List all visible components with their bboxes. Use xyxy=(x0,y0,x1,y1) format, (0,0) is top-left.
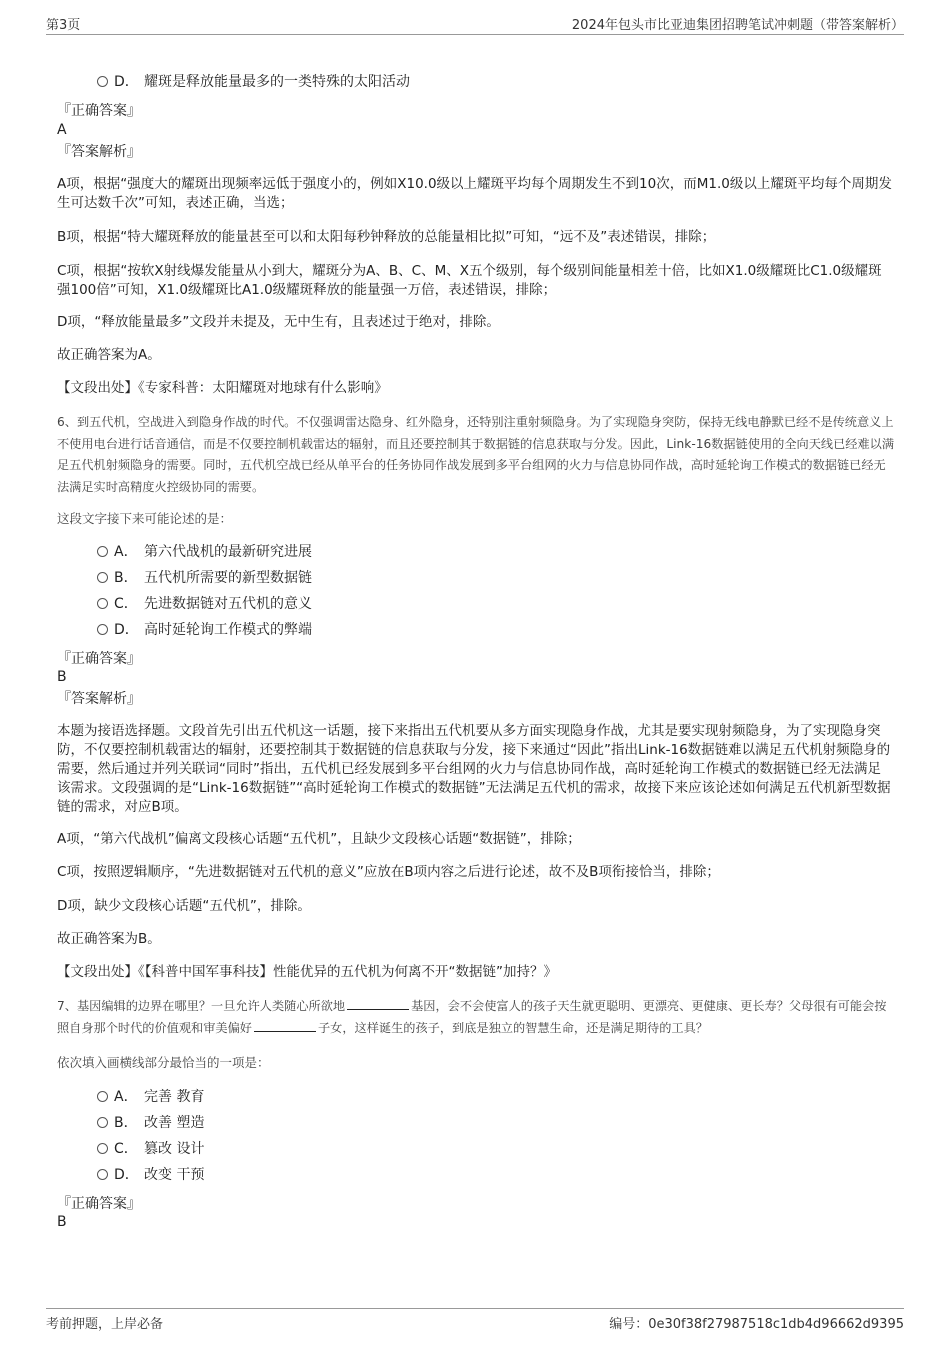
q7-answer: B xyxy=(57,1214,67,1230)
radio-icon[interactable] xyxy=(97,546,108,557)
q6-prompt: 这段文字接下来可能论述的是： xyxy=(57,511,233,526)
q6-option-a[interactable]: A． 第六代战机的最新研究进展 xyxy=(97,542,312,562)
radio-icon[interactable] xyxy=(97,624,108,635)
footer-slogan: 考前押题，上岸必备 xyxy=(46,1317,164,1332)
q5-conclusion: 故正确答案为A。 xyxy=(57,347,161,363)
q6-analysis-d: D项，缺少文段核心话题“五代机”，排除。 xyxy=(57,898,311,914)
radio-icon[interactable] xyxy=(97,1143,108,1154)
q5-analysis-b: B项，根据“特大耀斑释放的能量甚至可以和太阳每秒钟释放的总能量相比拟”可知，“远不及”表述错误，排除； xyxy=(57,229,716,245)
document-code: 编号：0e30f38f27987518c1db4d96662d9395 xyxy=(609,1317,904,1332)
q5-analysis-a: A项，根据“强度大的耀斑出现频率远低于强度小的，例如X10.0级以上耀斑平均每个周期发生不到10次，而M1.0级以上耀斑平均每个周期发生可达数千次”可知，表述正确，当选； xyxy=(57,176,892,211)
q6-answer-label: 『正确答案』 xyxy=(57,651,141,667)
q5-answer: A xyxy=(57,122,67,138)
q6-analysis-c: C项，按照逻辑顺序，“先进数据链对五代机的意义”应放在B项内容之后进行论述，故不及B项衔接恰当，排除； xyxy=(57,864,720,880)
q6-option-d[interactable]: D． 高时延轮询工作模式的弊端 xyxy=(97,620,312,640)
q6-analysis-main: 本题为接语选择题。文段首先引出五代机这一话题，接下来指出五代机要从多方面实现隐身作战，尤其是要实现射频隐身，为了实现隐身突防，不仅要控制机载雷达的辐射，还要控制其于数据链的信息获取与分发，接下来通过“因此”指出Link-16数据链难以满足五代机射频隐身的需要，然后通过并列关联词“同时”指出，五代机已经发展到多平台组网的火力与信息协同作战，高时延轮询工作模式的数据链已经无法满足该需求。文段强调的是“Link-16数据链”“高时延轮询工作模式的数据链”无法满足五代机的需求，故接下来应该论述如何满足五代机新型数据链的需求，对应B项。 xyxy=(57,723,891,815)
q6-answer: B xyxy=(57,669,67,685)
radio-icon[interactable] xyxy=(97,598,108,609)
q5-analysis-label: 『答案解析』 xyxy=(57,144,141,160)
radio-icon[interactable] xyxy=(97,572,108,583)
q6-option-c[interactable]: C． 先进数据链对五代机的意义 xyxy=(97,594,312,614)
radio-icon[interactable] xyxy=(97,76,108,87)
blank-1 xyxy=(347,997,409,1010)
radio-icon[interactable] xyxy=(97,1091,108,1102)
q6-question: 6、到五代机，空战进入到隐身作战的时代。不仅强调雷达隐身、红外隐身，还特别注重射频隐身。为了实现隐身突防，保持无线电静默已经不是传统意义上不使用电台进行话音通信，而是不仅要控制机载雷达的辐射，而且还要控制其于数据链的信息获取与分发。因此，Link-16数据链使用的全向天线已经难以满足五代机射频隐身的需要。同时，五代机空战已经从单平台的任务协同作战发展到多平台组网的火力与信息协同作战，高时延轮询工作模式的数据链已经无法满足实时高精度火控级协同的需要。 xyxy=(57,415,895,494)
q6-analysis-a: A项，“第六代战机”偏离文段核心话题“五代机”，且缺少文段核心话题“数据链”，排除； xyxy=(57,831,581,847)
q7-option-c[interactable]: C． 篡改 设计 xyxy=(97,1139,204,1159)
q7-option-d[interactable]: D． 改变 干预 xyxy=(97,1165,204,1185)
q5-source: 【文段出处】《专家科普：太阳耀斑对地球有什么影响》 xyxy=(57,380,388,396)
q6-option-b[interactable]: B． 五代机所需要的新型数据链 xyxy=(97,568,312,588)
q5-analysis-c: C项，根据“按软X射线爆发能量从小到大，耀斑分为A、B、C、M、X五个级别，每个级别间能量相差十倍，比如X1.0级耀斑比C1.0级耀斑强100倍”可知，X1.0级耀斑比A1.0级耀斑释放的能量强一万倍，表述错误，排除； xyxy=(57,263,882,298)
q6-analysis-label: 『答案解析』 xyxy=(57,691,141,707)
q7-question: 7、基因编辑的边界在哪里？一旦允许人类随心所欲地 基因，会不会使富人的孩子天生就更聪明、更漂亮、更健康、更长寿？父母很有可能会按照自身那个时代的价值观和审美偏好 子女，这样诞生的孩子，到底是独立的智慧生命，还是满足期待的工具？ xyxy=(57,999,887,1035)
q6-conclusion: 故正确答案为B。 xyxy=(57,931,161,947)
q5-option-d[interactable]: D． 耀斑是释放能量最多的一类特殊的太阳活动 xyxy=(97,72,410,92)
radio-icon[interactable] xyxy=(97,1169,108,1180)
q6-source: 【文段出处】《【科普中国军事科技】性能优异的五代机为何离不开“数据链”加持？》 xyxy=(57,964,557,980)
page-header xyxy=(46,14,904,35)
radio-icon[interactable] xyxy=(97,1117,108,1128)
q7-option-a[interactable]: A． 完善 教育 xyxy=(97,1087,204,1107)
q5-answer-label: 『正确答案』 xyxy=(57,103,141,119)
q5-analysis-d: D项，“释放能量最多”文段并未提及，无中生有，且表述过于绝对，排除。 xyxy=(57,314,500,330)
q7-prompt: 依次填入画横线部分最恰当的一项是： xyxy=(57,1055,270,1070)
q7-option-b[interactable]: B． 改善 塑造 xyxy=(97,1113,204,1133)
blank-2 xyxy=(254,1019,316,1032)
document-title: 2024年包头市比亚迪集团招聘笔试冲刺题（带答案解析） xyxy=(571,18,904,33)
page-number: 第3页 xyxy=(46,18,81,33)
page-footer xyxy=(46,1308,904,1331)
q7-answer-label: 『正确答案』 xyxy=(57,1196,141,1212)
